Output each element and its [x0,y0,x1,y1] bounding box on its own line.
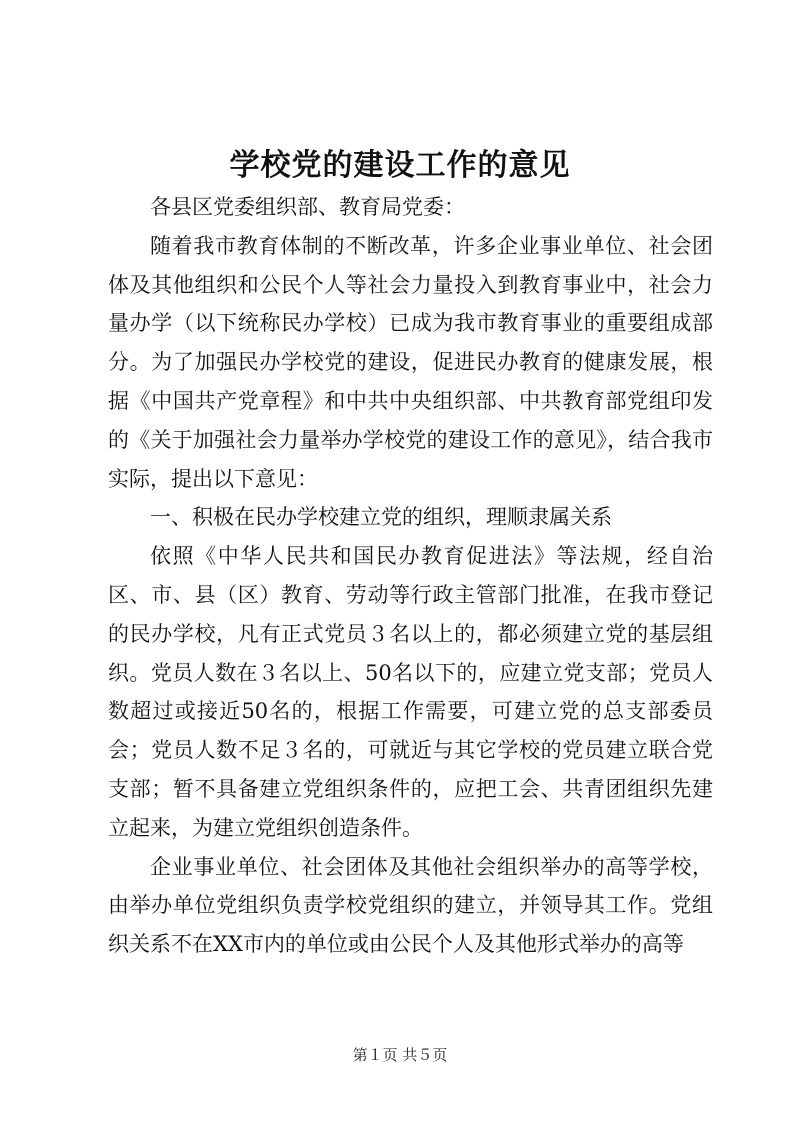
intro-paragraph: 随着我市教育体制的不断改革，许多企业事业单位、社会团体及其他组织和公民个人等社会力量投入到教育事业中，社会力量办学（以下统称民办学校）已成为我市教育事业的重要组成部分。为了加强民办学校党的建设，促进民办教育的健康发展，根据《中国共产党章程》和中共中央组织部、中共教育部党组印发的《关于加强社会力量举办学校党的建设工作的意见》，结合我市实际，提出以下意见： [108,233,713,491]
document-body [108,188,713,964]
page-number-footer: 第１页 共５页 [352,1046,448,1064]
document-title: 学校党的建设工作的意见 [229,148,571,183]
body-paragraph: 企业事业单位、社会团体及其他社会组织举办的高等学校，由举办单位党组织负责学校党组织的建立，并领导其工作。党组织关系不在XX市内的单位或由公民个人及其他形式举办的高等 [108,854,713,957]
salutation-paragraph: 各县区党委组织部、教育局党委： [150,195,465,219]
body-paragraph: 依照《中华人民共和国民办教育促进法》等法规，经自治区、市、县（区）教育、劳动等行政主管部门批准，在我市登记的民办学校，凡有正式党员３名以上的，都必须建立党的基层组织。党员人数在３名以上、50名以下的，应建立党支部；党员人数超过或接近50名的，根据工作需要，可建立党的总支部委员会；党员人数不足３名的，可就近与其它学校的党员建立联合党支部；暂不具备建立党组织条件的，应把工会、共青团组织先建立起来，为建立党组织创造条件。 [108,544,713,840]
section-heading-1: 一、积极在民办学校建立党的组织，理顺隶属关系 [150,505,612,530]
